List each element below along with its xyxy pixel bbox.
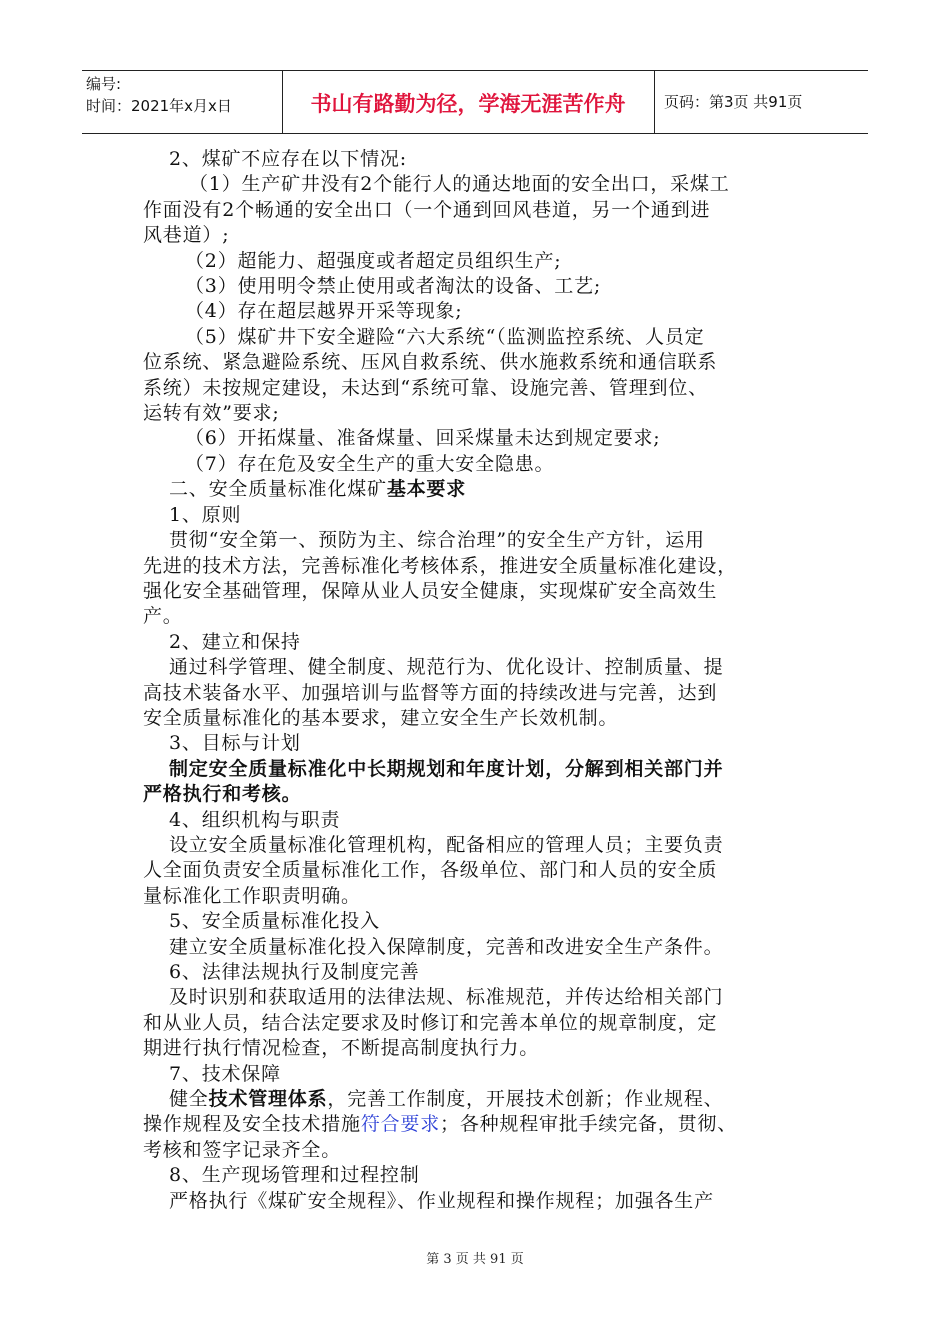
subsection-heading: 4、组织机构与职责 [169, 808, 341, 831]
heading-bold-text: 基本要求 [386, 478, 467, 501]
header-divider [654, 71, 655, 133]
paragraph-line [143, 1087, 813, 1112]
paragraph-line: 系统）未按规定建设，未达到“系统可靠、设施完善、管理到位、 [143, 376, 708, 399]
paragraph-line: 高技术装备水平、加强培训与监督等方面的持续改进与完善，达到 [143, 681, 718, 704]
paragraph-line: 先进的技术方法，完善标准化考核体系，推进安全质量标准化建设， [143, 554, 738, 577]
text-run: ，完善工作制度，开展技术创新；作业规程、 [327, 1088, 724, 1111]
list-item: （2）超能力、超强度或者超定员组织生产; [185, 249, 562, 272]
header-meta [86, 73, 286, 117]
paragraph-line: 通过科学管理、健全制度、规范行为、优化设计、控制质量、提 [169, 656, 724, 679]
list-item: （5）煤矿井下安全避险“六大系统“（监测监控系统、人员定 [185, 325, 705, 348]
page-footer: 第 3 页 共 91 页 [426, 1252, 524, 1267]
paragraph-line: 设立安全质量标准化管理机构，配备相应的管理人员；主要负责 [169, 833, 724, 856]
list-item: （6）开拓煤量、准备煤量、回采煤量未达到规定要求; [185, 427, 661, 450]
subsection-heading: 6、法律法规执行及制度完善 [169, 961, 420, 983]
highlighted-text-run: 符合要求 [360, 1113, 441, 1136]
text-run: ；各种规程审批手续完备，贯彻、 [440, 1113, 738, 1136]
list-item: （4）存在超层越界开采等现象; [185, 300, 463, 323]
paragraph-line: 风巷道）; [143, 224, 230, 247]
bold-paragraph-line: 制定安全质量标准化中长期规划和年度计划，分解到相关部门并 [169, 757, 724, 780]
paragraph-line: 位系统、紧急避险系统、压风自救系统、供水施救系统和通信联系 [143, 351, 718, 374]
list-item: （1）生产矿井没有2个能行人的通达地面的安全出口，采煤工 [189, 173, 730, 196]
header-motto: 书山有路勤为径，学海无涯苦作舟 [310, 92, 626, 116]
document-number-label: 编号: [86, 75, 122, 93]
paragraph-line: 和从业人员，结合法定要求及时修订和完善本单位的规章制度，定 [143, 1011, 718, 1034]
paragraph-line: 作面没有2个畅通的安全出口（一个通到回风巷道，另一个通到进 [143, 198, 711, 221]
paragraph-line: 及时识别和获取适用的法律法规、标准规范，并传达给相关部门 [169, 986, 724, 1009]
subsection-heading: 5、安全质量标准化投入 [169, 910, 380, 933]
text-run: 健全 [169, 1088, 209, 1111]
paragraph-line: 人全面负责安全质量标准化工作，各级单位、部门和人员的安全质 [143, 859, 718, 882]
section-heading: 2、煤矿不应存在以下情况: [169, 148, 407, 170]
heading-text: 二、安全质量标准化煤矿 [169, 478, 387, 501]
document-body [143, 147, 813, 1214]
header-page-info: 页码：第3页 共91页 [664, 93, 803, 111]
bold-paragraph-line: 严格执行和考核。 [143, 783, 302, 806]
paragraph-line: 量标准化工作职责明确。 [143, 884, 361, 907]
paragraph-line: 产。 [143, 605, 183, 628]
subsection-heading: 1、原则 [169, 503, 242, 526]
page-header [82, 70, 868, 134]
paragraph-line: 运转有效”要求; [143, 402, 280, 425]
section-heading [143, 477, 813, 502]
list-item: （3）使用明令禁止使用或者淘汰的设备、工艺; [185, 275, 602, 298]
list-item: （7）存在危及安全生产的重大安全隐患。 [185, 452, 555, 475]
paragraph-line: 期进行执行情况检查，不断提高制度执行力。 [143, 1037, 540, 1060]
subsection-heading: 7、技术保障 [169, 1062, 281, 1085]
paragraph-line: 贯彻“安全第一、预防为主、综合治理”的安全生产方针，运用 [169, 529, 705, 552]
bold-text-run: 技术管理体系 [208, 1088, 328, 1111]
paragraph-line: 建立安全质量标准化投入保障制度，完善和改进安全生产条件。 [169, 935, 724, 958]
paragraph-line: 安全质量标准化的基本要求，建立安全生产长效机制。 [143, 706, 619, 729]
paragraph-line [143, 1112, 813, 1137]
subsection-heading: 8、生产现场管理和过程控制 [169, 1164, 420, 1187]
paragraph-line: 考核和签字记录齐全。 [143, 1138, 342, 1161]
subsection-heading: 2、建立和保持 [169, 630, 301, 653]
paragraph-line: 强化安全基础管理，保障从业人员安全健康，实现煤矿安全高效生 [143, 579, 718, 602]
document-time-label: 时间：2021年x月x日 [86, 97, 232, 115]
paragraph-line: 严格执行《煤矿安全规程》、作业规程和操作规程；加强各生产 [169, 1189, 714, 1212]
text-run: 操作规程及安全技术措施 [143, 1113, 361, 1136]
subsection-heading: 3、目标与计划 [169, 732, 301, 755]
